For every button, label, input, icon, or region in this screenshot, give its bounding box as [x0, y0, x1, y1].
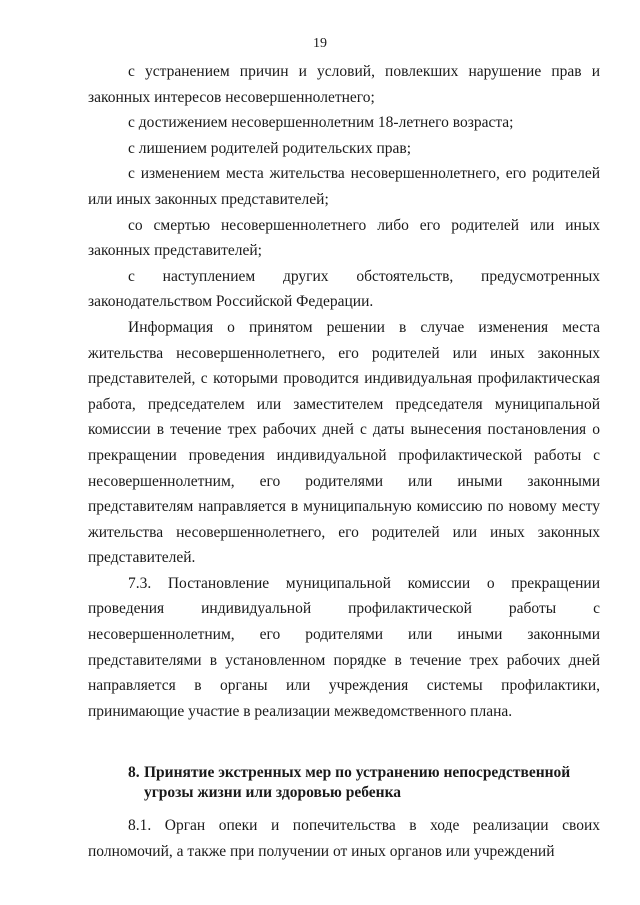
paragraph-information-transfer: Информация о принятом решении в случае изменения места жительства несовершеннолетнего, его родителей или иных законных представителей, с которыми проводится индивидуальная профилактическая работа, председателем или заместителем председателя муниципальной комиссии в течение трех рабочих дней с даты вынесения постановления о прекращении проведения индивидуальной профилактической работы с несовершеннолетним, его родителями или иными законными представителям направляется в муниципальную комиссию по новому месту жительства несовершеннолетнего, его родителей или иных законных представителей.	[88, 318, 600, 567]
paragraph-termination-reason-5: со смертью несовершеннолетнего либо его родителей или иных законных представителей;	[88, 216, 600, 260]
document-body	[88, 59, 600, 865]
section-heading-8	[88, 763, 600, 803]
paragraph-termination-reason-3: с лишением родителей родительских прав;	[128, 139, 411, 157]
section-spacer	[88, 724, 600, 744]
section-heading-number: 8.	[128, 764, 140, 782]
paragraph-8-1: 8.1. Орган опеки и попечительства в ходе реализации своих полномочий, а также при получении от иных органов или учреждений	[88, 817, 600, 861]
paragraph-7-3: 7.3. Постановление муниципальной комиссии о прекращении проведения индивидуальной профилактической работы с несовершеннолетним, его родителями или иными законными представителями в установленном порядке в течение трех рабочих дней направляется в органы или учреждения системы профилактики, принимающие участие в реализации межведомственного плана.	[88, 574, 600, 720]
paragraph-termination-reason-1: с устранением причин и условий, повлекших нарушение прав и законных интересов несовершеннолетнего;	[88, 63, 600, 106]
section-heading-line1: Принятие экстренных мер по устранению непосредственной	[144, 764, 571, 782]
paragraph-termination-reason-2: с достижением несовершеннолетним 18-летнего возраста;	[128, 114, 514, 132]
paragraph-termination-reason-6: с наступлением других обстоятельств, предусмотренных законодательством Российской Федерации.	[88, 267, 600, 311]
paragraph-termination-reason-4: с изменением места жительства несовершеннолетнего, его родителей или иных законных представителей;	[88, 165, 600, 208]
section-heading-line2: угрозы жизни или здоровью ребенка	[144, 784, 402, 802]
page-number: 19	[313, 36, 327, 51]
